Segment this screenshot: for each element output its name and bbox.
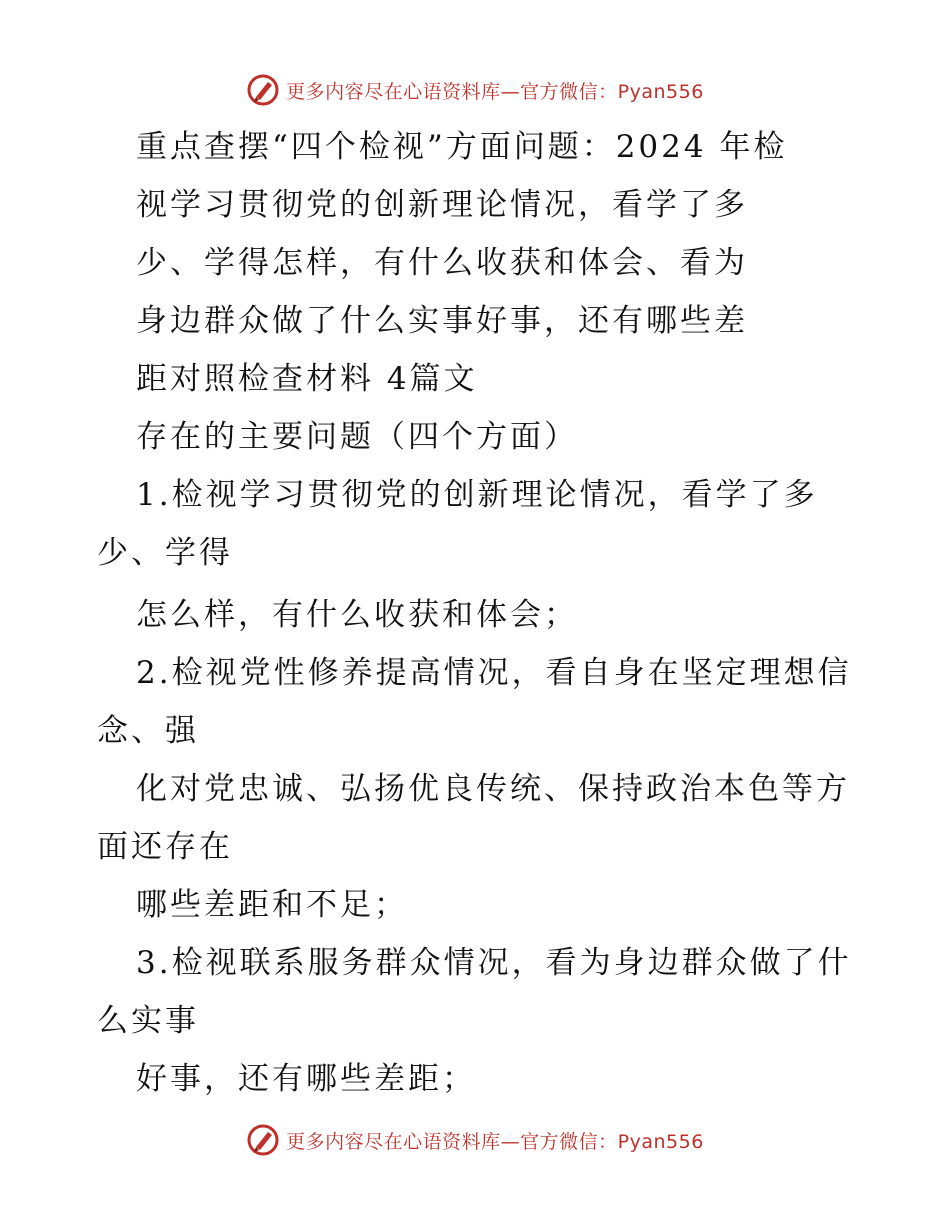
text-line: 化对党忠诚、弘扬优良传统、保持政治本色等方 [136, 771, 850, 807]
text-line: 重点查摆“四个检视”方面问题：2024 年检 [136, 129, 788, 165]
text-line: 身边群众做了什么实事好事，还有哪些差 [136, 303, 748, 339]
section-heading: 存在的主要问题（四个方面） [136, 419, 578, 455]
header-watermark [0, 70, 950, 110]
text-line: 怎么样，有什么收获和体会； [136, 597, 578, 633]
text-line: 哪些差距和不足； [136, 887, 408, 923]
watermark-text: 更多内容尽在心语资料库—官方微信：Pyan556 [286, 1130, 704, 1153]
text-line: 好事，还有哪些差距； [136, 1061, 476, 1097]
text-line: 少、学得 [97, 535, 233, 571]
text-line: 距对照检查材料 4篇文 [136, 361, 478, 397]
pen-logo-icon [246, 73, 280, 107]
text-line: 面还存在 [97, 829, 233, 865]
text-line: 少、学得怎样，有什么收获和体会、看为 [136, 245, 748, 281]
watermark-text: 更多内容尽在心语资料库—官方微信：Pyan556 [286, 80, 704, 103]
text-line: 么实事 [97, 1003, 199, 1039]
footer-watermark [0, 1120, 950, 1160]
text-line: 念、强 [97, 713, 199, 749]
text-line: 视学习贯彻党的创新理论情况，看学了多 [136, 187, 748, 223]
text-line: 3.检视联系服务群众情况，看为身边群众做了什 [136, 945, 852, 981]
text-line: 1.检视学习贯彻党的创新理论情况，看学了多 [136, 477, 818, 513]
pen-logo-icon [246, 1123, 280, 1157]
text-line: 2.检视党性修养提高情况，看自身在坚定理想信 [136, 655, 852, 691]
